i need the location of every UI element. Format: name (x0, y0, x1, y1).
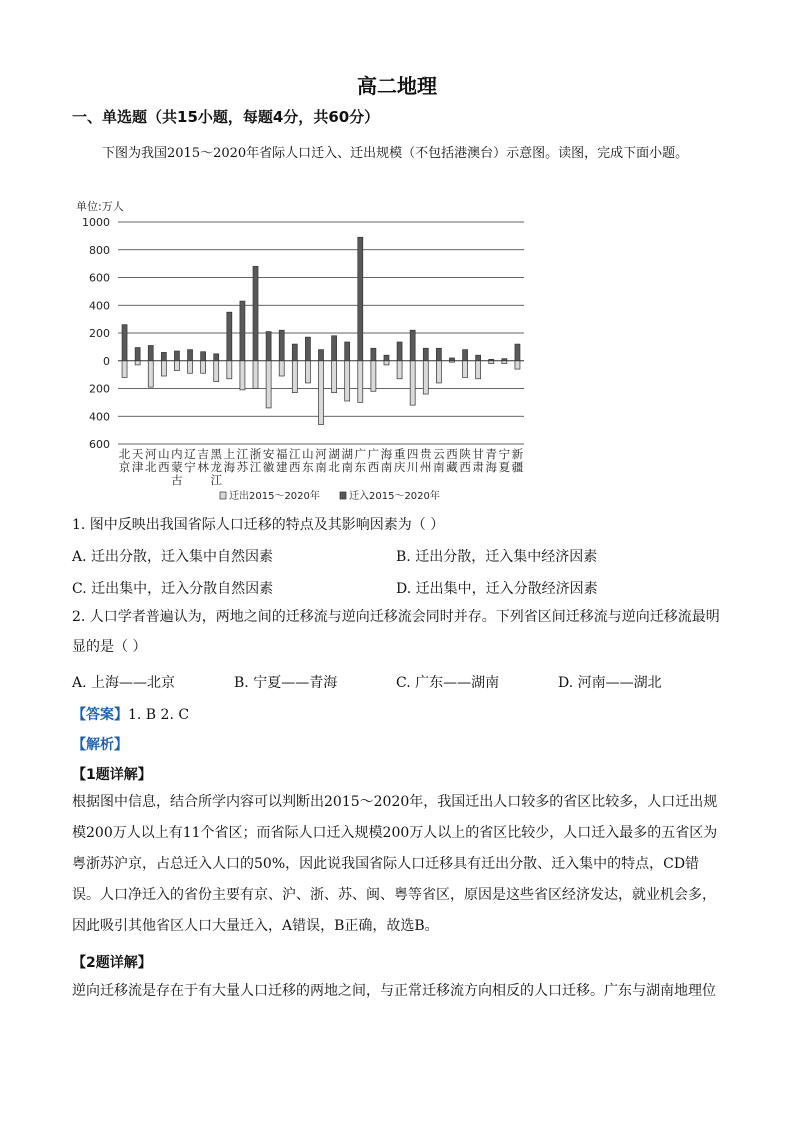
bar-in-16 (332, 336, 337, 361)
bar-out-20 (384, 361, 389, 365)
bar-in-17 (345, 342, 350, 361)
analysis-tag: 【解析】 (72, 737, 128, 753)
x-tick-label: 浙江 (249, 447, 262, 474)
y-tick-label: 0 (103, 354, 110, 368)
bar-in-3 (161, 352, 166, 360)
bar-in-9 (240, 301, 245, 361)
q1-option-b[interactable]: B. 迁出分散，迁入集中经济因素 (396, 549, 598, 565)
x-tick-label: 甘肃 (472, 447, 484, 474)
bar-in-7 (214, 354, 219, 361)
migration-bar-chart (72, 196, 532, 508)
bar-out-28 (489, 361, 494, 364)
q1-option-c[interactable]: C. 迁出集中，迁入分散自然因素 (72, 581, 274, 597)
y-tick-label: 400 (89, 299, 110, 313)
answer-line (72, 704, 189, 724)
bar-in-4 (174, 351, 179, 361)
bar-in-1 (135, 348, 140, 361)
x-tick-label: 黑龙江 (210, 447, 222, 487)
x-tick-label: 广东 (354, 447, 367, 474)
x-tick-label: 宁夏 (498, 447, 511, 474)
bar-in-23 (423, 348, 428, 360)
bar-out-21 (397, 361, 402, 379)
bar-out-4 (174, 361, 179, 371)
bar-out-10 (253, 361, 258, 389)
section-heading: 一、单选题（共15小题，每题4分，共60分） (72, 108, 380, 126)
q2-option-b[interactable]: B. 宁夏——青海 (234, 675, 338, 691)
bar-in-19 (371, 348, 376, 360)
x-tick-label: 海南 (380, 447, 393, 474)
y-tick-label: 800 (89, 243, 110, 257)
x-tick-label: 江苏 (236, 447, 249, 474)
chart-bars (122, 237, 520, 424)
bar-in-13 (292, 344, 297, 361)
question-intro: 下图为我国2015～2020年省际人口迁入、迁出规模（不包括港澳台）示意图。读图，完成下面小题。 (102, 146, 689, 161)
y-tick-label: 200 (89, 327, 110, 340)
q2-option-c[interactable]: C. 广东——湖南 (396, 675, 500, 691)
bar-out-17 (345, 361, 350, 401)
x-tick-label: 广西 (367, 447, 380, 474)
q2-option-d[interactable]: D. 河南——湖北 (558, 675, 662, 691)
x-tick-label: 辽宁 (184, 447, 196, 474)
x-tick-label: 山西 (158, 447, 170, 474)
bar-in-20 (384, 355, 389, 361)
question-1-stem: 1. 图中反映出我国省际人口迁移的特点及其影响因素为（ ） (72, 517, 445, 533)
y-tick-label: 1000 (82, 216, 110, 229)
bar-out-24 (436, 361, 441, 383)
bar-out-23 (423, 361, 428, 394)
bar-in-24 (436, 348, 441, 360)
bar-in-22 (410, 330, 415, 361)
x-tick-label: 新疆 (511, 447, 524, 474)
x-tick-label: 重庆 (393, 447, 406, 474)
bar-out-18 (358, 361, 363, 403)
x-tick-label: 河南 (315, 447, 327, 474)
bar-in-0 (122, 325, 127, 361)
bar-in-28 (489, 359, 494, 360)
bar-in-18 (358, 237, 363, 360)
q2-detail-heading: 【2题详解】 (72, 955, 152, 971)
x-tick-label: 安徽 (262, 447, 275, 474)
bar-out-3 (161, 361, 166, 376)
x-tick-label: 湖南 (341, 447, 353, 474)
bar-out-27 (476, 361, 481, 379)
x-tick-label: 上海 (223, 447, 236, 474)
x-tick-label: 青海 (485, 447, 498, 474)
bar-out-29 (502, 361, 507, 364)
chart-x-labels (119, 447, 524, 487)
legend-swatch-in (340, 492, 346, 499)
y-tick-label: 600 (89, 271, 110, 285)
x-tick-label: 湖北 (328, 447, 340, 474)
y-tick-label: 600 (89, 438, 110, 451)
bar-out-1 (135, 361, 140, 365)
bar-out-8 (227, 361, 232, 379)
legend-label-out: 迁出2015～2020年 (229, 491, 320, 502)
bar-out-14 (305, 361, 310, 383)
bar-in-29 (502, 359, 507, 361)
bar-in-2 (148, 345, 153, 360)
q2-detail-paragraph: 逆向迁移流是存在于有大量人口迁移的两地之间，与正常迁移流方向相反的人口迁移。广东与湖南地理位 (72, 983, 716, 999)
x-tick-label: 四川 (406, 447, 419, 474)
bar-in-5 (188, 350, 193, 361)
q1-detail-heading: 【1题详解】 (72, 767, 152, 783)
x-tick-label: 福建 (275, 447, 288, 474)
x-tick-label: 江西 (289, 447, 301, 474)
y-tick-label: 400 (89, 410, 110, 424)
answer-text: 1. B 2. C (128, 707, 190, 723)
x-tick-label: 云南 (433, 447, 445, 474)
q1-option-d[interactable]: D. 迁出集中，迁入分散经济因素 (396, 581, 598, 597)
bar-out-11 (266, 361, 271, 408)
q1-detail-paragraph: 根据图中信息，结合所学内容可以判断出2015～2020年，我国迁出人口较多的省区比较多，人口迁出规模200万人以上有11个省区；而省际人口迁入规模200万人以上的省区比较少，人口迁入最多的五省区为粤浙苏沪京，占总迁入人口的50%，因此说我国省际人口迁移具有迁出分散、迁入集中的特点，CD错误。人口净迁入的省份主要有京、沪、浙、苏、闽、粤等省区，原因是这些省区经济发达，就业机会多，因此吸引其他省区人口大量迁入，A错误，B正确，故选B。 (72, 794, 718, 934)
bar-in-10 (253, 266, 258, 360)
bar-in-27 (476, 355, 481, 361)
bar-out-15 (319, 361, 324, 425)
x-tick-label: 河北 (144, 447, 157, 474)
x-tick-label: 北京 (118, 447, 131, 474)
bar-out-5 (188, 361, 193, 373)
x-tick-label: 内蒙古 (171, 447, 183, 487)
bar-out-16 (332, 361, 337, 393)
chart-legend (220, 489, 440, 502)
legend-label-in: 迁入2015～2020年 (349, 491, 440, 502)
bar-out-30 (515, 361, 520, 369)
bar-out-2 (148, 361, 153, 387)
legend-swatch-out (220, 492, 226, 499)
y-tick-label: 200 (89, 382, 110, 396)
x-tick-label: 山东 (302, 447, 314, 474)
chart-y-ticks (82, 216, 110, 451)
bar-out-19 (371, 361, 376, 392)
x-tick-label: 西藏 (446, 447, 458, 474)
question-2-stem: 2. 人口学者普遍认为，两地之间的迁移流与逆向迁移流会同时并存。下列省区间迁移流与逆向迁移流最明显的是（ ） (72, 609, 720, 655)
bar-out-26 (463, 361, 468, 378)
y-axis-unit-label: 单位:万人 (76, 200, 124, 213)
bar-out-7 (214, 361, 219, 382)
bar-in-26 (463, 350, 468, 361)
bar-out-13 (292, 361, 297, 393)
bar-in-12 (279, 330, 284, 361)
bar-in-11 (266, 332, 271, 361)
x-tick-label: 吉林 (197, 447, 209, 474)
x-tick-label: 陕西 (459, 447, 471, 474)
bar-in-15 (319, 350, 324, 361)
q2-option-a[interactable]: A. 上海——北京 (72, 675, 176, 691)
page-title: 高二地理 (357, 74, 437, 98)
q1-option-a[interactable]: A. 迁出分散，迁入集中自然因素 (72, 549, 274, 565)
bar-in-14 (305, 337, 310, 361)
bar-in-21 (397, 342, 402, 361)
x-tick-label: 贵州 (420, 447, 432, 474)
bar-out-0 (122, 361, 127, 378)
bar-in-6 (201, 352, 206, 361)
bar-out-12 (279, 361, 284, 376)
bar-in-8 (227, 312, 232, 361)
x-tick-label: 天津 (131, 447, 144, 474)
bar-in-30 (515, 344, 520, 361)
bar-in-25 (449, 358, 454, 361)
bar-out-9 (240, 361, 245, 390)
answer-tag: 【答案】 (72, 707, 128, 723)
bar-out-6 (201, 361, 206, 373)
bar-out-22 (410, 361, 415, 405)
